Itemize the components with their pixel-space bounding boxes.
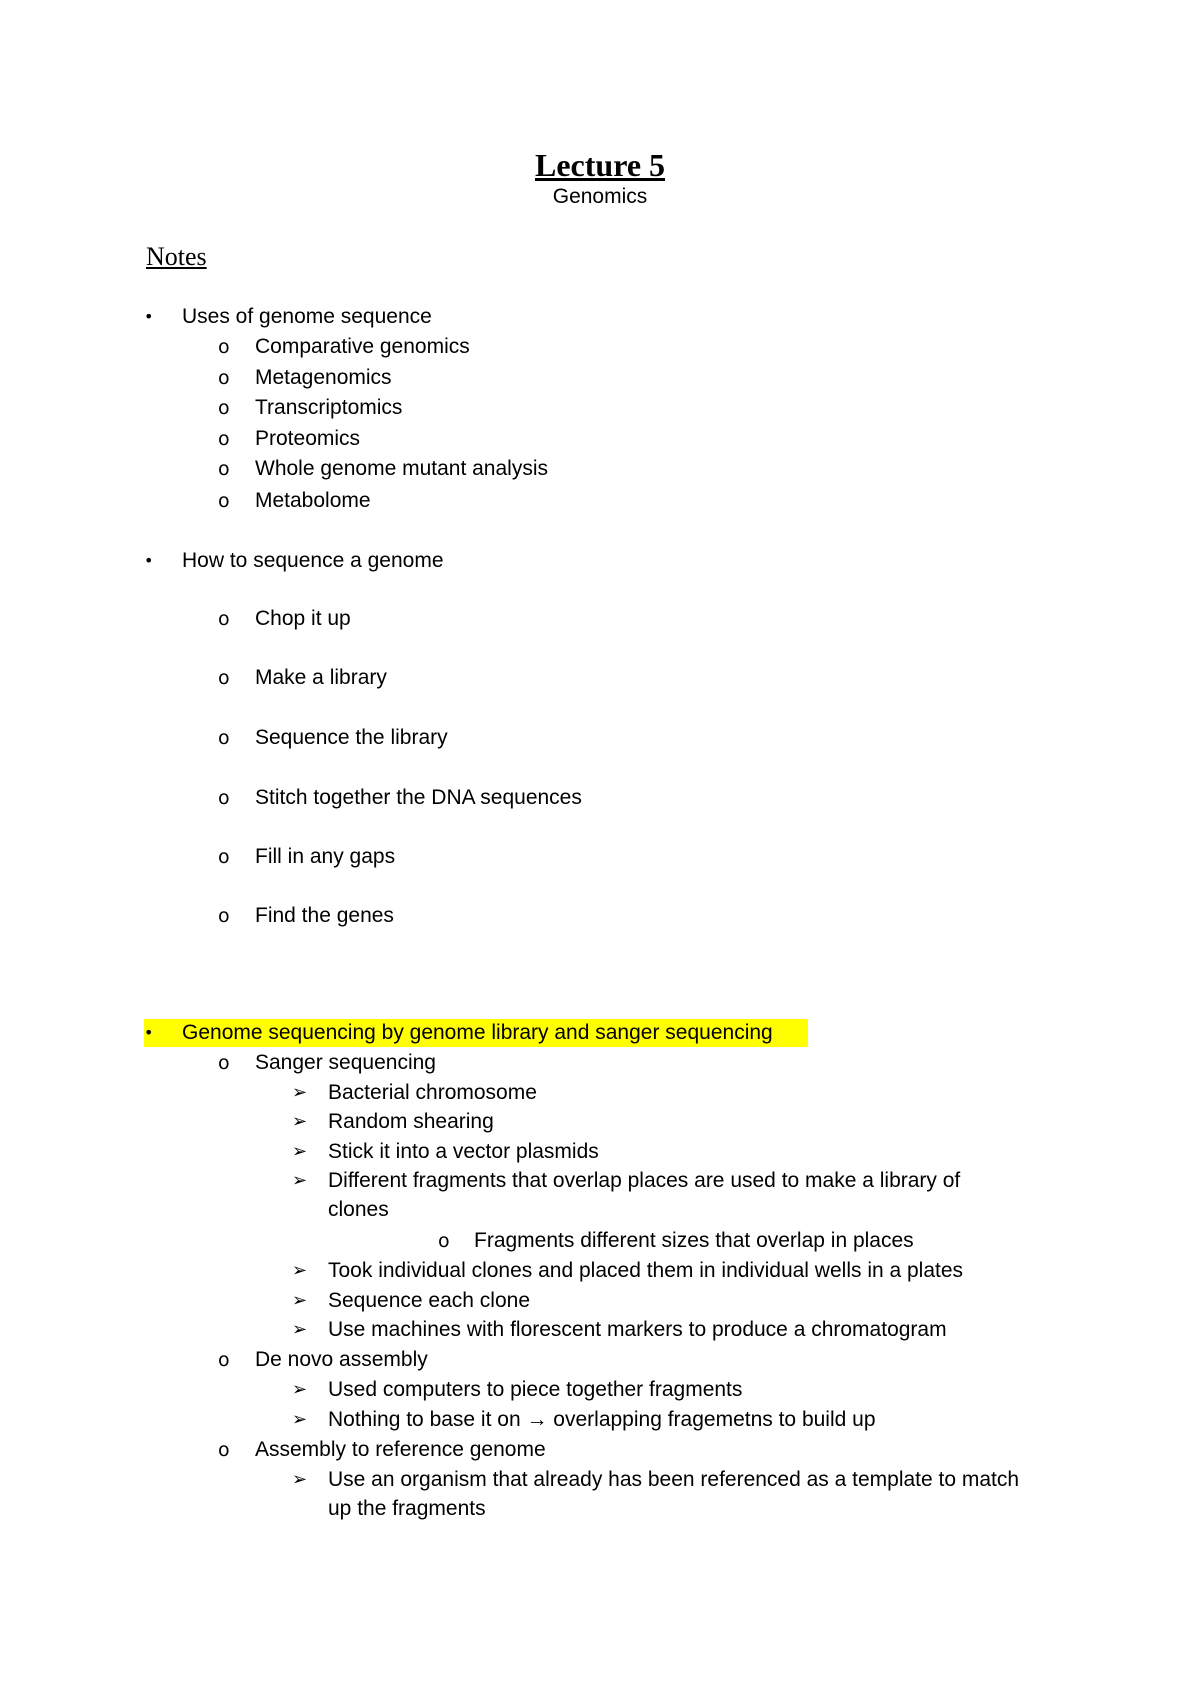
bullet-marker: • bbox=[144, 551, 154, 570]
arrow-marker: ➢ bbox=[292, 1141, 308, 1162]
circle-marker: o bbox=[218, 1349, 230, 1371]
section-heading-sanger: Genome sequencing by genome library and sanger sequencing bbox=[182, 1021, 773, 1044]
arrow-marker: ➢ bbox=[292, 1319, 308, 1340]
list-item: Proteomics bbox=[255, 427, 361, 450]
circle-marker: o bbox=[218, 727, 230, 749]
arrow-marker: ➢ bbox=[292, 1260, 308, 1281]
circle-marker: o bbox=[218, 667, 230, 689]
list-item: Took individual clones and placed them in individual wells in a plates bbox=[328, 1259, 964, 1282]
circle-marker: o bbox=[218, 905, 230, 927]
list-item: Used computers to piece together fragments bbox=[328, 1378, 743, 1401]
list-item-continuation: clones bbox=[328, 1198, 389, 1221]
circle-marker: o bbox=[218, 458, 230, 480]
list-item: Fill in any gaps bbox=[255, 845, 396, 868]
subsection-de-novo: De novo assembly bbox=[255, 1348, 428, 1371]
arrow-marker: ➢ bbox=[292, 1469, 308, 1490]
list-item: Sequence each clone bbox=[328, 1289, 530, 1312]
list-item: Find the genes bbox=[255, 904, 394, 927]
bullet-marker: • bbox=[144, 1023, 154, 1042]
circle-marker: o bbox=[218, 787, 230, 809]
circle-marker: o bbox=[218, 1439, 230, 1461]
list-item: Sequence the library bbox=[255, 726, 448, 749]
subsection-sanger-sequencing: Sanger sequencing bbox=[255, 1051, 436, 1074]
list-item: Use an organism that already has been referenced as a template to match bbox=[328, 1468, 1020, 1491]
circle-marker: o bbox=[218, 490, 230, 512]
circle-marker: o bbox=[438, 1230, 450, 1252]
section-heading-uses: Uses of genome sequence bbox=[182, 305, 432, 328]
arrow-marker: ➢ bbox=[292, 1082, 308, 1103]
circle-marker: o bbox=[218, 608, 230, 630]
arrow-marker: ➢ bbox=[292, 1290, 308, 1311]
list-item: Metabolome bbox=[255, 489, 371, 512]
arrow-marker: ➢ bbox=[292, 1111, 308, 1132]
list-item: Whole genome mutant analysis bbox=[255, 457, 548, 480]
arrow-marker: ➢ bbox=[292, 1409, 308, 1430]
arrow-marker: ➢ bbox=[292, 1170, 308, 1191]
list-item: Random shearing bbox=[328, 1110, 494, 1133]
list-item: Comparative genomics bbox=[255, 335, 470, 358]
circle-marker: o bbox=[218, 336, 230, 358]
circle-marker: o bbox=[218, 367, 230, 389]
circle-marker: o bbox=[218, 428, 230, 450]
document-title: Lecture 5 bbox=[534, 147, 666, 183]
arrow-marker: ➢ bbox=[292, 1379, 308, 1400]
section-heading-how: How to sequence a genome bbox=[182, 549, 444, 572]
bullet-marker: • bbox=[144, 307, 154, 326]
list-item: Transcriptomics bbox=[255, 396, 403, 419]
circle-marker: o bbox=[218, 397, 230, 419]
circle-marker: o bbox=[218, 1052, 230, 1074]
document-subtitle: Genomics bbox=[552, 185, 648, 208]
list-item: Stick it into a vector plasmids bbox=[328, 1140, 599, 1163]
notes-heading: Notes bbox=[146, 242, 207, 271]
list-item: Stitch together the DNA sequences bbox=[255, 786, 582, 809]
list-item: Bacterial chromosome bbox=[328, 1081, 537, 1104]
circle-marker: o bbox=[218, 846, 230, 868]
list-item: Make a library bbox=[255, 666, 387, 689]
list-item: Chop it up bbox=[255, 607, 351, 630]
list-item: Metagenomics bbox=[255, 366, 392, 389]
subsection-reference: Assembly to reference genome bbox=[255, 1438, 546, 1461]
list-item: Use machines with florescent markers to produce a chromatogram bbox=[328, 1318, 947, 1341]
list-item-continuation: up the fragments bbox=[328, 1497, 486, 1520]
list-item: Nothing to base it on → overlapping fragemetns to build up bbox=[328, 1408, 876, 1431]
list-item: Fragments different sizes that overlap in places bbox=[474, 1229, 914, 1252]
list-item: Different fragments that overlap places are used to make a library of bbox=[328, 1169, 961, 1192]
